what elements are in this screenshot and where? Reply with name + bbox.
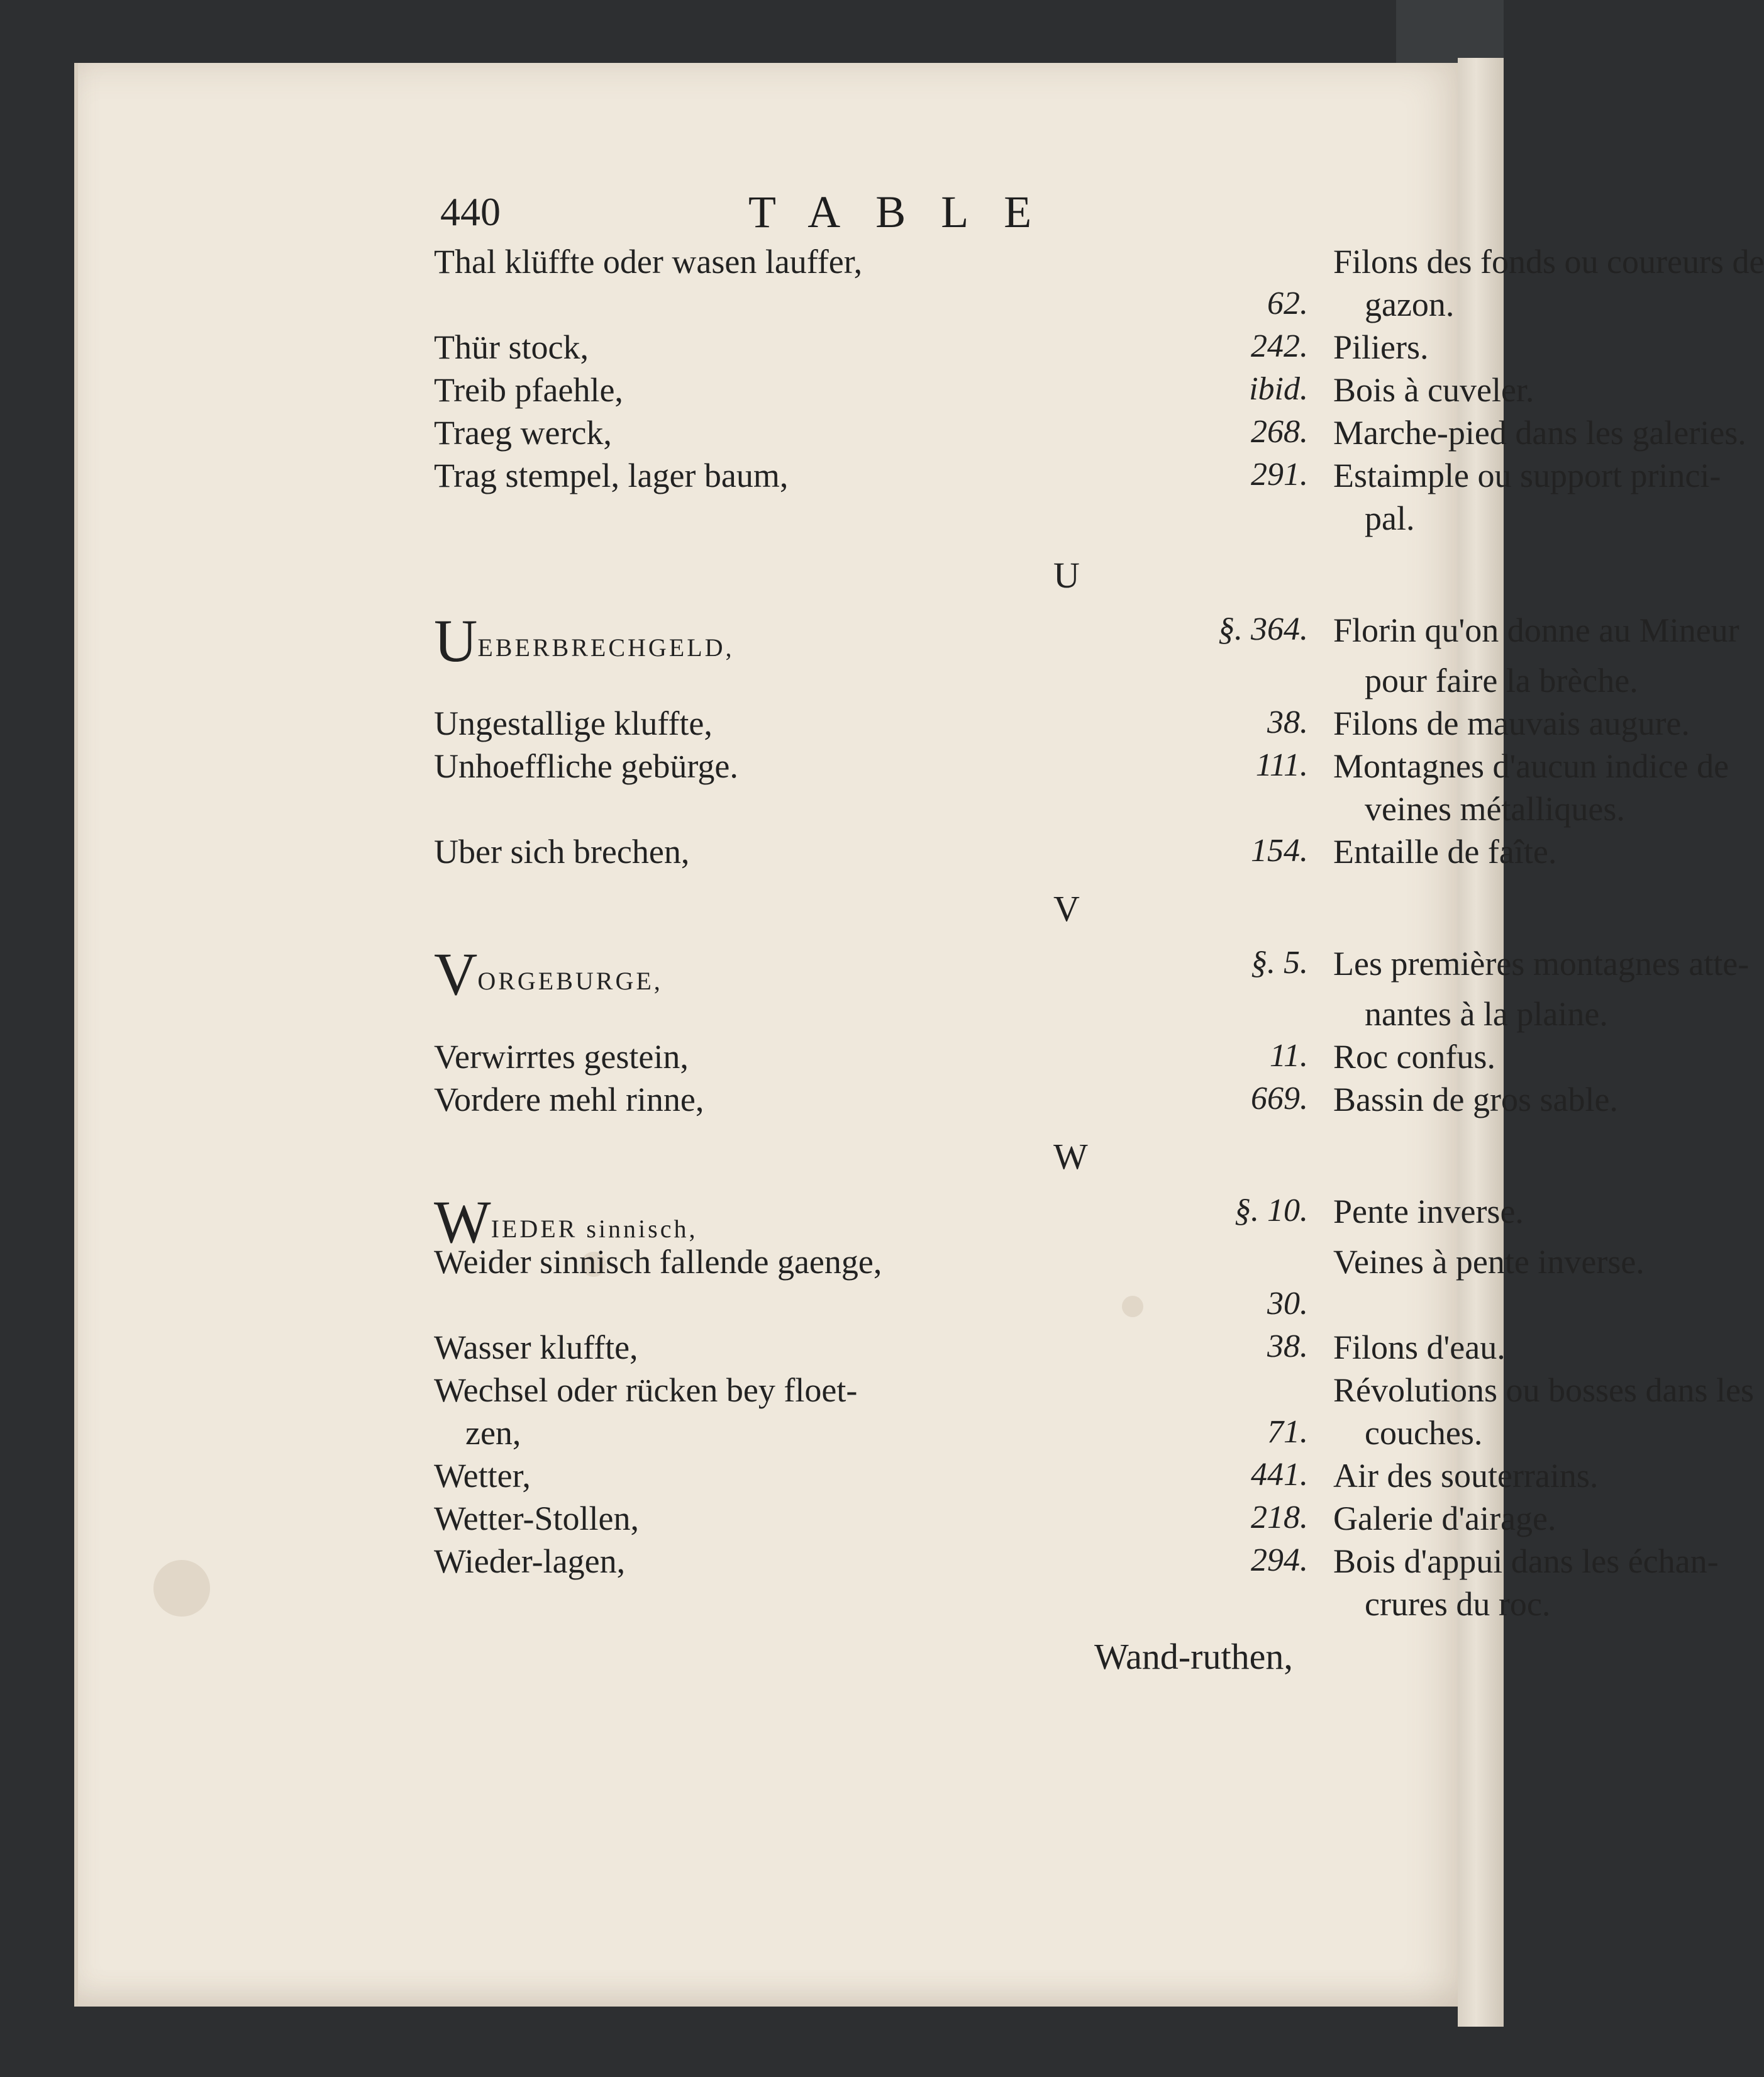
section-ref: 111. (1255, 747, 1308, 783)
section-letter-w: W (1053, 1136, 1088, 1177)
entry-row (428, 413, 1746, 456)
french-term: Filons des fonds ou coureurs de (1333, 243, 1764, 281)
entry-row (428, 607, 1739, 674)
german-term: Wasser kluffte, (434, 1328, 638, 1366)
drop-initial: W (434, 1188, 491, 1256)
entry-row (428, 370, 1534, 413)
entry-row (428, 1542, 1719, 1584)
page-header (440, 189, 1371, 245)
glossary-entries (428, 242, 1764, 1627)
french-term: veines métalliques. (1365, 790, 1625, 828)
german-term: Wieder-lagen, (434, 1542, 626, 1580)
french-term: Pente inverse. (1333, 1193, 1524, 1230)
entry-row (428, 1413, 1483, 1456)
german-term: UEBERBRECHGELD, (434, 607, 735, 674)
french-term: Bassin de gros sable. (1333, 1081, 1618, 1118)
french-term: Entaille de faîte. (1333, 833, 1557, 871)
german-term: zen, (465, 1414, 521, 1452)
section-ref: 38. (1267, 1328, 1308, 1364)
german-term: Traeg werck, (434, 414, 612, 452)
entry-row (428, 994, 1608, 1037)
section-ref: §. 5. (1251, 945, 1308, 981)
catchword: Wand-ruthen, (1094, 1636, 1293, 1677)
french-term: nantes à la plaine. (1365, 995, 1608, 1033)
french-term: Veines à pente inverse. (1333, 1243, 1645, 1281)
section-ref: ibid. (1249, 371, 1308, 407)
entry-row (428, 1285, 1396, 1328)
entry-row (428, 242, 1764, 285)
section-ref: 62. (1267, 286, 1308, 321)
entry-row (428, 704, 1690, 747)
french-term: Estaimple ou support princi- (1333, 457, 1721, 494)
section-ref: 291. (1251, 457, 1308, 493)
entry-row (428, 285, 1455, 328)
entry-row (428, 1242, 1645, 1285)
section-ref: 268. (1251, 414, 1308, 450)
entry-row (428, 499, 1415, 542)
french-term: Air des souterrains. (1333, 1457, 1599, 1495)
french-term: Bois à cuveler. (1333, 371, 1534, 409)
french-term: Révolutions ou bosses dans les (1333, 1371, 1754, 1409)
section-ref: 441. (1251, 1457, 1308, 1493)
section-letter-v: V (1053, 888, 1080, 929)
section-ref: 218. (1251, 1500, 1308, 1535)
section-ref: 154. (1251, 833, 1308, 869)
entry-row (428, 661, 1638, 704)
entry-row (428, 328, 1429, 370)
french-term: pal. (1365, 499, 1415, 537)
french-term: Roc confus. (1333, 1038, 1495, 1076)
section-ref: §. 364. (1218, 611, 1308, 647)
section-ref: 242. (1251, 328, 1308, 364)
french-term: Marche-pied dans les galeries. (1333, 414, 1746, 452)
german-term: Wetter-Stollen, (434, 1500, 639, 1537)
entry-row (428, 1188, 1524, 1256)
drop-initial: V (434, 940, 478, 1008)
drop-initial: U (434, 607, 478, 674)
german-term: Treib pfaehle, (434, 371, 623, 409)
french-term: Galerie d'airage. (1333, 1500, 1556, 1537)
entry-row (428, 940, 1750, 1008)
section-ref: 11. (1269, 1038, 1308, 1074)
german-term: Unhoeffliche gebürge. (434, 747, 738, 785)
french-term: Filons d'eau. (1333, 1328, 1506, 1366)
entry-row (428, 1037, 1495, 1080)
german-term: Wetter, (434, 1457, 531, 1495)
entry-row (428, 789, 1625, 832)
german-term: WIEDER sinnisch, (434, 1188, 698, 1256)
german-term: Verwirrtes gestein, (434, 1038, 689, 1076)
french-term: couches. (1365, 1414, 1483, 1452)
running-title: TABLE (748, 187, 1067, 237)
french-term: Montagnes d'aucun indice de (1333, 747, 1729, 785)
section-ref: 294. (1251, 1542, 1308, 1578)
entry-row (428, 1499, 1556, 1542)
french-term: Piliers. (1333, 328, 1429, 366)
entry-row (428, 747, 1729, 789)
french-term: gazon. (1365, 286, 1455, 323)
section-ref: 71. (1267, 1414, 1308, 1450)
french-term: Les premières montagnes atte- (1333, 945, 1750, 983)
foxing-spot (153, 1560, 210, 1617)
german-term: Thür stock, (434, 328, 589, 366)
french-term: pour faire la brèche. (1365, 662, 1638, 699)
german-term: Ungestallige kluffte, (434, 704, 713, 742)
german-term: Uber sich brechen, (434, 833, 690, 871)
section-letter-u: U (1053, 555, 1080, 596)
section-ref: §. 10. (1234, 1193, 1308, 1228)
section-ref: 38. (1267, 704, 1308, 740)
entry-row (428, 456, 1721, 499)
entry-row (428, 1080, 1618, 1123)
french-term: Bois d'appui dans les échan- (1333, 1542, 1719, 1580)
german-term: VORGEBURGE, (434, 940, 663, 1008)
german-term: Wechsel oder rücken bey floet- (434, 1371, 858, 1409)
french-term: crures du roc. (1365, 1585, 1551, 1623)
section-ref: 669. (1251, 1081, 1308, 1116)
section-ref: 30. (1267, 1286, 1308, 1322)
page-number: 440 (440, 189, 501, 234)
entry-row (428, 1328, 1506, 1371)
entry-row (428, 1456, 1599, 1499)
entry-row (428, 1584, 1551, 1627)
entry-row (428, 832, 1557, 875)
german-term: Trag stempel, lager baum, (434, 457, 789, 494)
entry-row (428, 1371, 1754, 1413)
french-term: Filons de mauvais augure. (1333, 704, 1690, 742)
german-term: Weider sinnisch fallende gaenge, (434, 1243, 882, 1281)
french-term: Florin qu'on donne au Mineur (1333, 611, 1739, 649)
german-term: Thal klüffte oder wasen lauffer, (434, 243, 863, 281)
german-term: Vordere mehl rinne, (434, 1081, 704, 1118)
